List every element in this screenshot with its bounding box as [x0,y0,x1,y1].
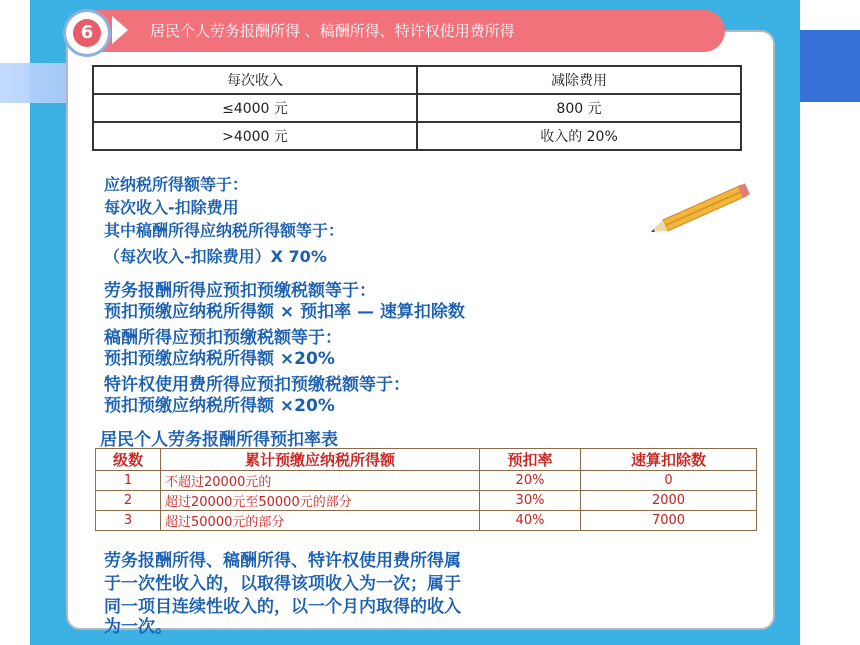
table-cell: 40% [480,511,581,531]
table-cell: >4000 元 [93,122,417,150]
table-header-cell: 预扣率 [480,449,581,471]
table-row [93,94,741,122]
table-row [96,511,757,531]
rate-table [95,448,757,531]
text-line: 每次收入-扣除费用 [104,198,239,217]
text-line: 特许权使用费所得应预扣预缴税额等于： [104,375,410,395]
pencil-icon [640,180,760,240]
table-header-cell: 累计预缴应纳税所得额 [161,449,480,471]
table-cell: 不超过20000元的 [161,471,480,491]
expense-table [92,65,742,151]
badge-number: 6 [73,19,101,47]
table-cell: 20% [480,471,581,491]
table-header-cell: 级数 [96,449,161,471]
text-line: 预扣预缴应纳税所得额 ×20% [104,396,335,416]
rate-table-title: 居民个人劳务报酬所得预扣率表 [100,430,338,450]
text-line: 应纳税所得额等于： [104,175,249,194]
page-title: 居民个人劳务报酬所得 、稿酬所得、特许权使用费所得 [150,22,515,40]
table-cell: 超过20000元至50000元的部分 [161,491,480,511]
table-cell: 超过50000元的部分 [161,511,480,531]
table-header-cell: 减除费用 [417,66,741,94]
right-decoration-block [800,30,860,102]
text-line: 预扣预缴应纳税所得额 × 预扣率 — 速算扣除数 [104,302,465,322]
footer-line: 劳务报酬所得、稿酬所得、特许权使用费所得属 [104,551,461,571]
table-row [93,122,741,150]
table-cell: 2 [96,491,161,511]
table-header-row [96,449,757,471]
number-badge [66,12,108,54]
table-cell: 0 [581,471,757,491]
footer-line: 为一次。 [104,617,172,637]
table-header-row [93,66,741,94]
table-cell: 3 [96,511,161,531]
table-row [96,471,757,491]
footer-line: 于一次性收入的，以取得该项收入为一次；属于 [104,574,461,594]
table-cell: 2000 [581,491,757,511]
text-line: 其中稿酬所得应纳税所得额等于： [104,221,345,240]
table-cell: 800 元 [417,94,741,122]
table-cell: ≤4000 元 [93,94,417,122]
text-line: 稿酬所得应预扣预缴税额等于： [104,328,342,348]
table-header-cell: 每次收入 [93,66,417,94]
text-line: 预扣预缴应纳税所得额 ×20% [104,349,335,369]
table-cell: 30% [480,491,581,511]
footer-line: 同一项目连续性收入的，以一个月内取得的收入 [104,597,461,617]
table-cell: 1 [96,471,161,491]
table-cell: 收入的 20% [417,122,741,150]
banner-arrow-icon [112,16,128,44]
table-row [96,491,757,511]
table-cell: 7000 [581,511,757,531]
table-header-cell: 速算扣除数 [581,449,757,471]
text-line: （每次收入-扣除费用）X 70% [104,247,327,266]
text-line: 劳务报酬所得应预扣预缴税额等于： [104,281,376,301]
